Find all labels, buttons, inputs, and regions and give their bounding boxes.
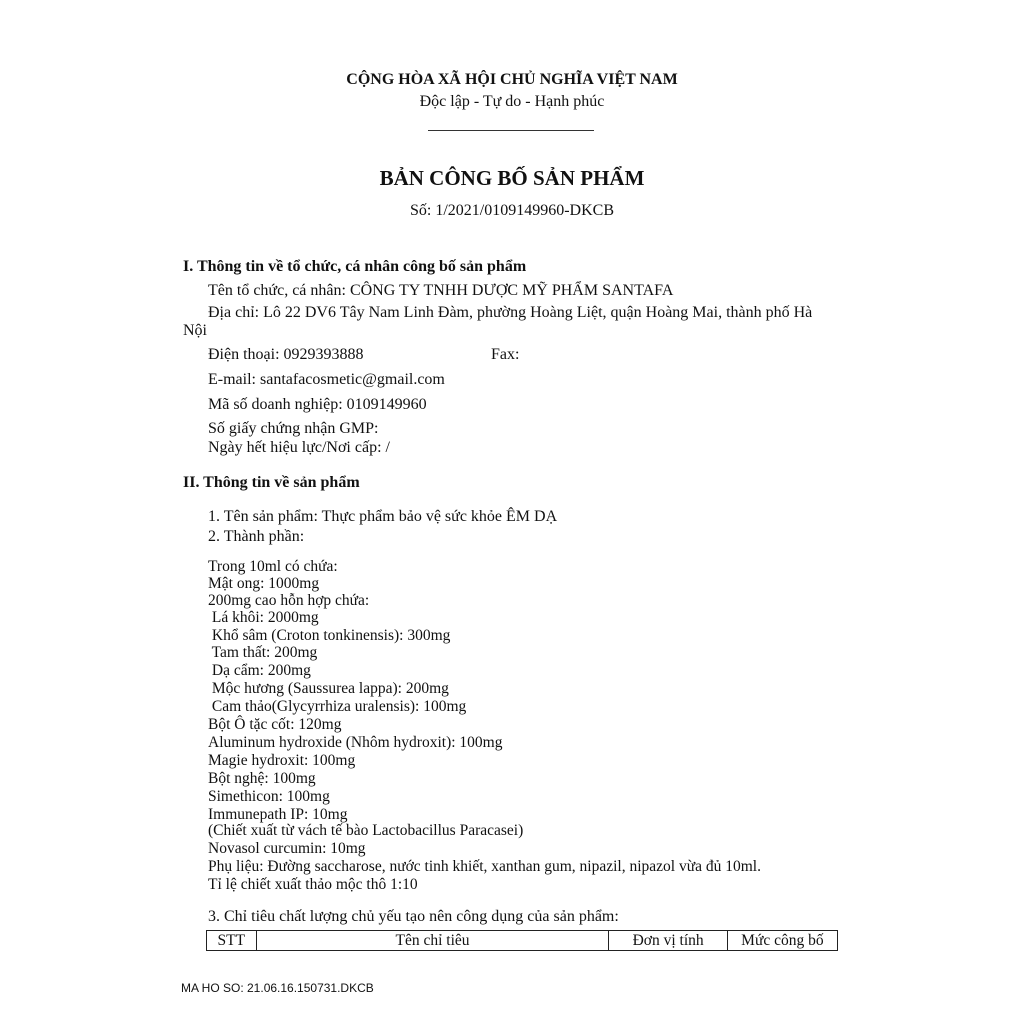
gmp-certificate: Số giấy chứng nhận GMP: — [208, 420, 379, 437]
table-header-row — [207, 931, 838, 951]
fax: Fax: — [491, 346, 520, 363]
ingredient-line: 200mg cao hỗn hợp chứa: — [208, 592, 370, 609]
record-code-footer: MA HO SO: 21.06.16.150731.DKCB — [181, 981, 374, 995]
address-line1: Địa chỉ: Lô 22 DV6 Tây Nam Linh Đàm, phường Hoàng Liệt, quận Hoàng Mai, thành phố Hà — [208, 304, 813, 321]
ingredient-line: Lá khôi: 2000mg — [208, 609, 319, 626]
section2-heading: II. Thông tin về sản phẩm — [183, 474, 360, 491]
ingredient-line: Tam thất: 200mg — [208, 644, 318, 661]
section1-heading: I. Thông tin về tổ chức, cá nhân công bố sản phẩm — [183, 258, 527, 275]
col-header-declared-level: Mức công bố — [727, 931, 837, 951]
ingredient-line: Khổ sâm (Croton tonkinensis): 300mg — [208, 627, 451, 644]
ingredient-line: Trong 10ml có chứa: — [208, 558, 338, 575]
motto: Độc lập - Tự do - Hạnh phúc — [419, 93, 605, 110]
col-header-criterion: Tên chỉ tiêu — [256, 931, 609, 951]
document-title: BẢN CÔNG BỐ SẢN PHẨM — [379, 166, 645, 190]
col-header-unit: Đơn vị tính — [609, 931, 727, 951]
quality-heading: 3. Chỉ tiêu chất lượng chủ yếu tạo nên công dụng của sản phẩm: — [208, 908, 619, 925]
expiry-issuer: Ngày hết hiệu lực/Nơi cấp: / — [208, 439, 390, 456]
col-header-stt: STT — [207, 931, 257, 951]
ingredient-line: Aluminum hydroxide (Nhôm hydroxit): 100mg — [208, 734, 503, 751]
address-line2: Nội — [183, 322, 207, 339]
ingredient-line: Simethicon: 100mg — [208, 788, 330, 805]
document-number: Số: 1/2021/0109149960-DKCB — [409, 202, 614, 219]
ingredient-line: (Chiết xuất từ vách tế bào Lactobacillus Paracasei) — [208, 822, 524, 839]
ingredient-line: Dạ cẩm: 200mg — [208, 662, 311, 679]
org-name: Tên tổ chức, cá nhân: CÔNG TY TNHH DƯỢC MỸ PHẨM SANTAFA — [208, 282, 674, 299]
ingredient-line: Bột nghệ: 100mg — [208, 770, 316, 787]
ingredient-line: Tỉ lệ chiết xuất thảo mộc thô 1:10 — [208, 876, 418, 893]
motto-underline — [428, 130, 594, 131]
composition-heading: 2. Thành phần: — [208, 528, 305, 545]
product-name: 1. Tên sản phẩm: Thực phẩm bảo vệ sức khỏe ÊM DẠ — [208, 508, 558, 525]
ingredient-line: Mật ong: 1000mg — [208, 575, 320, 592]
ingredient-line: Magie hydroxit: 100mg — [208, 752, 356, 769]
ingredient-line: Bột Ô tặc cốt: 120mg — [208, 716, 342, 733]
ingredient-line: Mộc hương (Saussurea lappa): 200mg — [208, 680, 449, 697]
nation-heading: CỘNG HÒA XÃ HỘI CHỦ NGHĨA VIỆT NAM — [346, 71, 678, 88]
ingredient-line: Cam thảo(Glycyrrhiza uralensis): 100mg — [208, 698, 467, 715]
business-code: Mã số doanh nghiệp: 0109149960 — [208, 396, 427, 413]
quality-table — [206, 930, 838, 951]
ingredient-line: Immunepath IP: 10mg — [208, 806, 348, 823]
email: E-mail: santafacosmetic@gmail.com — [208, 371, 445, 388]
ingredient-line: Phụ liệu: Đường saccharose, nước tinh khiết, xanthan gum, nipazil, nipazol vừa đủ 10ml. — [208, 858, 761, 875]
phone: Điện thoại: 0929393888 — [208, 346, 364, 363]
ingredient-line: Novasol curcumin: 10mg — [208, 840, 366, 857]
